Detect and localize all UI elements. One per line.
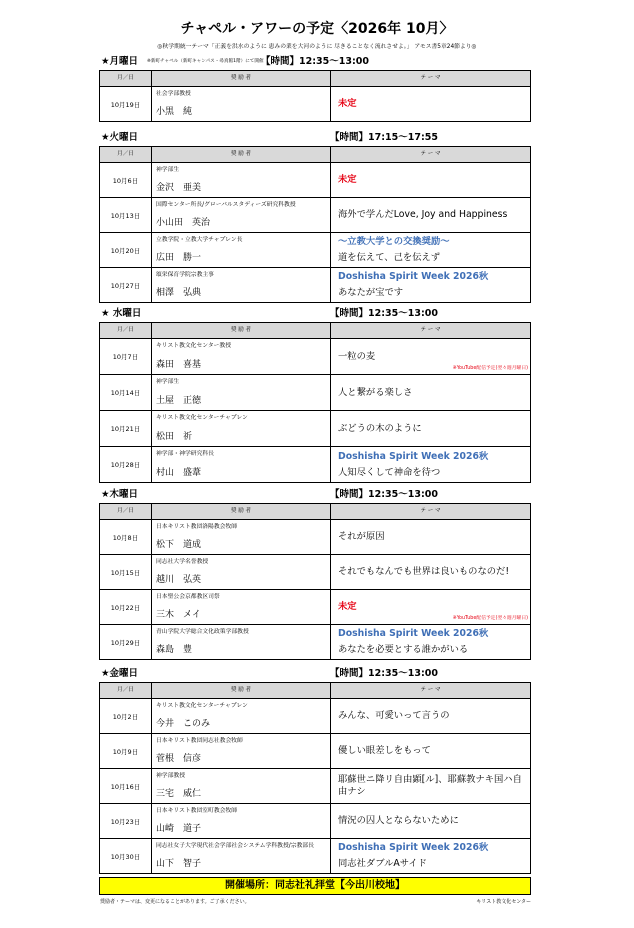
table-row: [100, 839, 530, 874]
speaker-cell: [151, 375, 330, 410]
header-speaker: 奨 励 者: [151, 683, 330, 698]
table-row: [100, 87, 530, 122]
monday-section: [99, 55, 531, 122]
day-name: ★月曜日: [101, 56, 139, 67]
venue-note: ※新町チャペル（新町キャンパス・尋真館1階）にて開催: [147, 59, 264, 64]
table-header: [100, 683, 530, 699]
theme-text: それが原因: [338, 531, 385, 542]
speaker-cell: [151, 555, 330, 589]
page-title: チャペル・アワーの予定〈2026年 10月〉: [180, 21, 454, 37]
speaker-name: 小山田 英治: [156, 218, 211, 228]
theme-cell: [330, 411, 530, 446]
speaker-role: 日本キリスト教団洛陽教会牧師: [156, 524, 238, 530]
theme-text: 道を伝えて、己を伝えず: [338, 252, 441, 263]
theme-text: それでもなんでも世界は良いものなのだ!: [338, 566, 510, 577]
table-body: [100, 520, 530, 660]
table-header: [100, 71, 530, 87]
speaker-cell: [151, 87, 330, 121]
day-heading: [99, 55, 531, 70]
speaker-role: 神学部・神学研究科長: [156, 451, 214, 457]
change-notice: 奨励者・テーマは、変更になることがあります。ご了承ください。: [100, 899, 250, 905]
semester-theme: ◎秋学期統一テーマ「正義を洪水のように 恵みの業を大河のように 尽きることなく流れさせよ。」 アモス書5章24節より◎: [157, 44, 477, 50]
table-body: [100, 87, 530, 122]
speaker-name: 今井 このみ: [156, 719, 211, 729]
speaker-cell: [151, 625, 330, 659]
table-row: [100, 769, 530, 804]
theme-text: 未定: [338, 601, 357, 612]
date-cell: 10月30日: [110, 852, 141, 861]
table-row: [100, 625, 530, 660]
header-theme: テ ー マ: [330, 683, 530, 698]
theme-tag: Doshisha Spirit Week 2026秋: [338, 842, 489, 853]
speaker-role: 青山学院大学総合文化政策学部教授: [156, 629, 249, 635]
theme-cell: [330, 625, 530, 659]
theme-tag: Doshisha Spirit Week 2026秋: [338, 271, 489, 282]
theme-cell: [330, 520, 530, 554]
speaker-cell: [151, 339, 330, 374]
theme-text: 同志社ダブルAサイド: [338, 858, 428, 869]
speaker-cell: [151, 734, 330, 768]
table-row: [100, 411, 530, 447]
day-name: ★火曜日: [101, 132, 139, 143]
time-slot: 【時間】17:15～17:55: [330, 132, 438, 143]
header-date: 月／日: [117, 687, 134, 693]
theme-cell: [330, 375, 530, 410]
header-date: 月／日: [117, 508, 134, 514]
theme-text: ぶどうの木のように: [338, 422, 422, 434]
theme-text: あなたが宝です: [338, 287, 404, 298]
speaker-role: キリスト教文化センターチャプレン: [156, 415, 248, 421]
day-heading: [99, 667, 531, 682]
date-cell: 10月22日: [110, 603, 141, 612]
header-speaker: 奨 励 者: [151, 71, 330, 86]
theme-text: 海外で学んだLove, Joy and Happiness: [338, 209, 508, 220]
speaker-role: キリスト教文化センター教授: [156, 343, 232, 349]
theme-tag: Doshisha Spirit Week 2026秋: [338, 628, 489, 639]
speaker-role: 同志社大学名誉教授: [156, 559, 209, 565]
date-cell: 10月6日: [112, 176, 139, 185]
speaker-role: 神学部生: [156, 379, 180, 385]
speaker-cell: [151, 804, 330, 838]
table-header: [100, 504, 530, 520]
theme-cell: [330, 699, 530, 733]
table-body: [100, 699, 530, 874]
day-name: ★金曜日: [101, 668, 139, 679]
speaker-name: 村山 盛葦: [156, 468, 202, 478]
speaker-name: 松下 道成: [156, 540, 202, 550]
table-body: [100, 339, 530, 483]
schedule-table: [99, 70, 531, 122]
date-cell: 10月21日: [110, 425, 141, 433]
speaker-cell: [151, 769, 330, 803]
theme-cell: [330, 163, 530, 197]
header-date: 月／日: [117, 75, 134, 81]
date-cell: 10月15日: [110, 568, 141, 577]
day-heading: [99, 131, 531, 146]
header-speaker: 奨 励 者: [151, 323, 330, 338]
speaker-role: 社会学部教授: [156, 91, 191, 97]
header-theme: テ ー マ: [330, 71, 530, 86]
table-row: [100, 590, 530, 625]
speaker-name: 広田 勝一: [156, 253, 202, 263]
theme-cell: [330, 447, 530, 482]
table-row: [100, 339, 530, 375]
theme-text: 未定: [338, 174, 357, 185]
theme-cell: [330, 590, 530, 624]
day-name: ★ 水曜日: [101, 308, 142, 319]
speaker-role: 立教学院・立教大学チャプレン長: [156, 237, 243, 243]
speaker-name: 山崎 道子: [156, 824, 202, 834]
header-speaker: 奨 励 者: [151, 147, 330, 162]
speaker-name: 金沢 亜美: [156, 183, 202, 193]
friday-section: [99, 667, 531, 874]
date-cell: 10月28日: [110, 461, 141, 469]
theme-text: みんな、可愛いって言うの: [338, 710, 450, 721]
table-row: [100, 555, 530, 590]
theme-text: 情況の囚人とならないために: [338, 815, 459, 826]
speaker-name: 三宅 威仁: [156, 789, 202, 799]
table-body: [100, 163, 530, 303]
theme-cell: [330, 339, 530, 374]
table-row: [100, 163, 530, 198]
speaker-cell: [151, 839, 330, 873]
table-header: [100, 323, 530, 339]
speaker-role: 頌栄保育学院宗教主事: [156, 272, 214, 278]
speaker-name: 土屋 正徳: [156, 396, 202, 406]
date-cell: 10月29日: [110, 638, 141, 647]
date-cell: 10月7日: [112, 353, 139, 361]
speaker-cell: [151, 411, 330, 446]
header-speaker: 奨 励 者: [151, 504, 330, 519]
schedule-table: [99, 146, 531, 303]
date-cell: 10月16日: [110, 782, 141, 791]
theme-text: 人知尽くして神命を待つ: [338, 466, 441, 478]
theme-text: 耶蘇世ニ降リ自由顕[ル]、耶蘇教ナキ国ハ自由ナシ: [338, 774, 522, 797]
date-cell: 10月19日: [110, 100, 141, 109]
speaker-cell: [151, 233, 330, 267]
theme-text: 人と繋がる楽しさ: [338, 386, 413, 398]
theme-text: 優しい眼差しをもって: [338, 745, 431, 756]
theme-cell: [330, 769, 530, 803]
time-slot: 【時間】12:35～13:00: [330, 308, 438, 319]
theme-cell: [330, 734, 530, 768]
speaker-name: 森島 豊: [156, 645, 193, 655]
speaker-role: 神学部教授: [156, 773, 185, 779]
date-cell: 10月27日: [110, 281, 141, 290]
venue-banner: 開催場所：同志社礼拝堂【今出川校地】: [99, 877, 531, 895]
speaker-name: 山下 智子: [156, 859, 202, 869]
theme-cell: [330, 555, 530, 589]
speaker-cell: [151, 590, 330, 624]
speaker-role: キリスト教文化センターチャプレン: [156, 703, 248, 709]
table-row: [100, 734, 530, 769]
theme-cell: [330, 87, 530, 121]
time-slot: 【時間】12:35～13:00: [261, 56, 369, 67]
speaker-role: 国際センター所長/グローバルスタディーズ研究科教授: [156, 202, 296, 208]
table-row: [100, 804, 530, 839]
day-name: ★木曜日: [101, 489, 139, 500]
wednesday-section: [99, 307, 531, 483]
speaker-role: 同志社女子大学現代社会学部社会システム学科教授/宗教部長: [156, 843, 314, 849]
theme-tag: ～立教大学との交換奨励～: [338, 236, 450, 247]
schedule-table: [99, 682, 531, 874]
date-cell: 10月23日: [110, 817, 141, 826]
header-theme: テ ー マ: [330, 323, 530, 338]
speaker-role: 日本聖公会京都教区司祭: [156, 594, 220, 600]
theme-text: あなたを必要とする誰かがいる: [338, 644, 469, 655]
header-theme: テ ー マ: [330, 147, 530, 162]
youtube-note: ※YouTube配信予定(翌々週月曜日): [452, 616, 528, 621]
youtube-note: ※YouTube配信予定(翌々週月曜日): [452, 366, 528, 371]
table-row: [100, 233, 530, 268]
table-row: [100, 520, 530, 555]
table-row: [100, 268, 530, 303]
date-cell: 10月9日: [112, 747, 139, 756]
theme-cell: [330, 804, 530, 838]
time-slot: 【時間】12:35～13:00: [330, 489, 438, 500]
speaker-name: 松田 祈: [156, 432, 193, 442]
speaker-cell: [151, 268, 330, 302]
theme-text: 一粒の麦: [338, 350, 376, 362]
table-row: [100, 699, 530, 734]
speaker-name: 三木 メイ: [156, 610, 201, 620]
header-theme: テ ー マ: [330, 504, 530, 519]
speaker-role: 日本キリスト教団同志社教会牧師: [156, 738, 243, 744]
date-cell: 10月2日: [112, 712, 139, 721]
speaker-name: 越川 弘英: [156, 575, 202, 585]
thursday-section: [99, 488, 531, 660]
date-cell: 10月13日: [110, 211, 141, 220]
speaker-role: 日本キリスト教団室町教会牧師: [156, 808, 238, 814]
date-cell: 10月14日: [110, 389, 141, 397]
theme-cell: [330, 268, 530, 302]
theme-text: 未定: [338, 98, 357, 109]
theme-cell: [330, 839, 530, 873]
table-row: [100, 198, 530, 233]
header-date: 月／日: [117, 151, 134, 157]
header-date: 月／日: [117, 327, 134, 333]
theme-tag: Doshisha Spirit Week 2026秋: [338, 450, 489, 462]
day-heading: [99, 488, 531, 503]
tuesday-section: [99, 131, 531, 303]
speaker-cell: [151, 520, 330, 554]
speaker-role: 神学部生: [156, 167, 180, 173]
speaker-cell: [151, 447, 330, 482]
speaker-cell: [151, 163, 330, 197]
speaker-cell: [151, 198, 330, 232]
day-heading: [99, 307, 531, 322]
speaker-cell: [151, 699, 330, 733]
table-row: [100, 447, 530, 483]
schedule-table: [99, 503, 531, 660]
schedule-table: [99, 322, 531, 483]
table-header: [100, 147, 530, 163]
speaker-name: 相澤 弘典: [156, 288, 202, 298]
theme-cell: [330, 233, 530, 267]
date-cell: 10月8日: [112, 533, 139, 542]
speaker-name: 小黒 純: [156, 107, 193, 117]
date-cell: 10月20日: [110, 246, 141, 255]
organization-name: キリスト教文化センター: [476, 899, 531, 905]
speaker-name: 森田 喜基: [156, 360, 202, 370]
table-row: [100, 375, 530, 411]
time-slot: 【時間】12:35～13:00: [330, 668, 438, 679]
theme-cell: [330, 198, 530, 232]
speaker-name: 菅根 信彦: [156, 754, 202, 764]
